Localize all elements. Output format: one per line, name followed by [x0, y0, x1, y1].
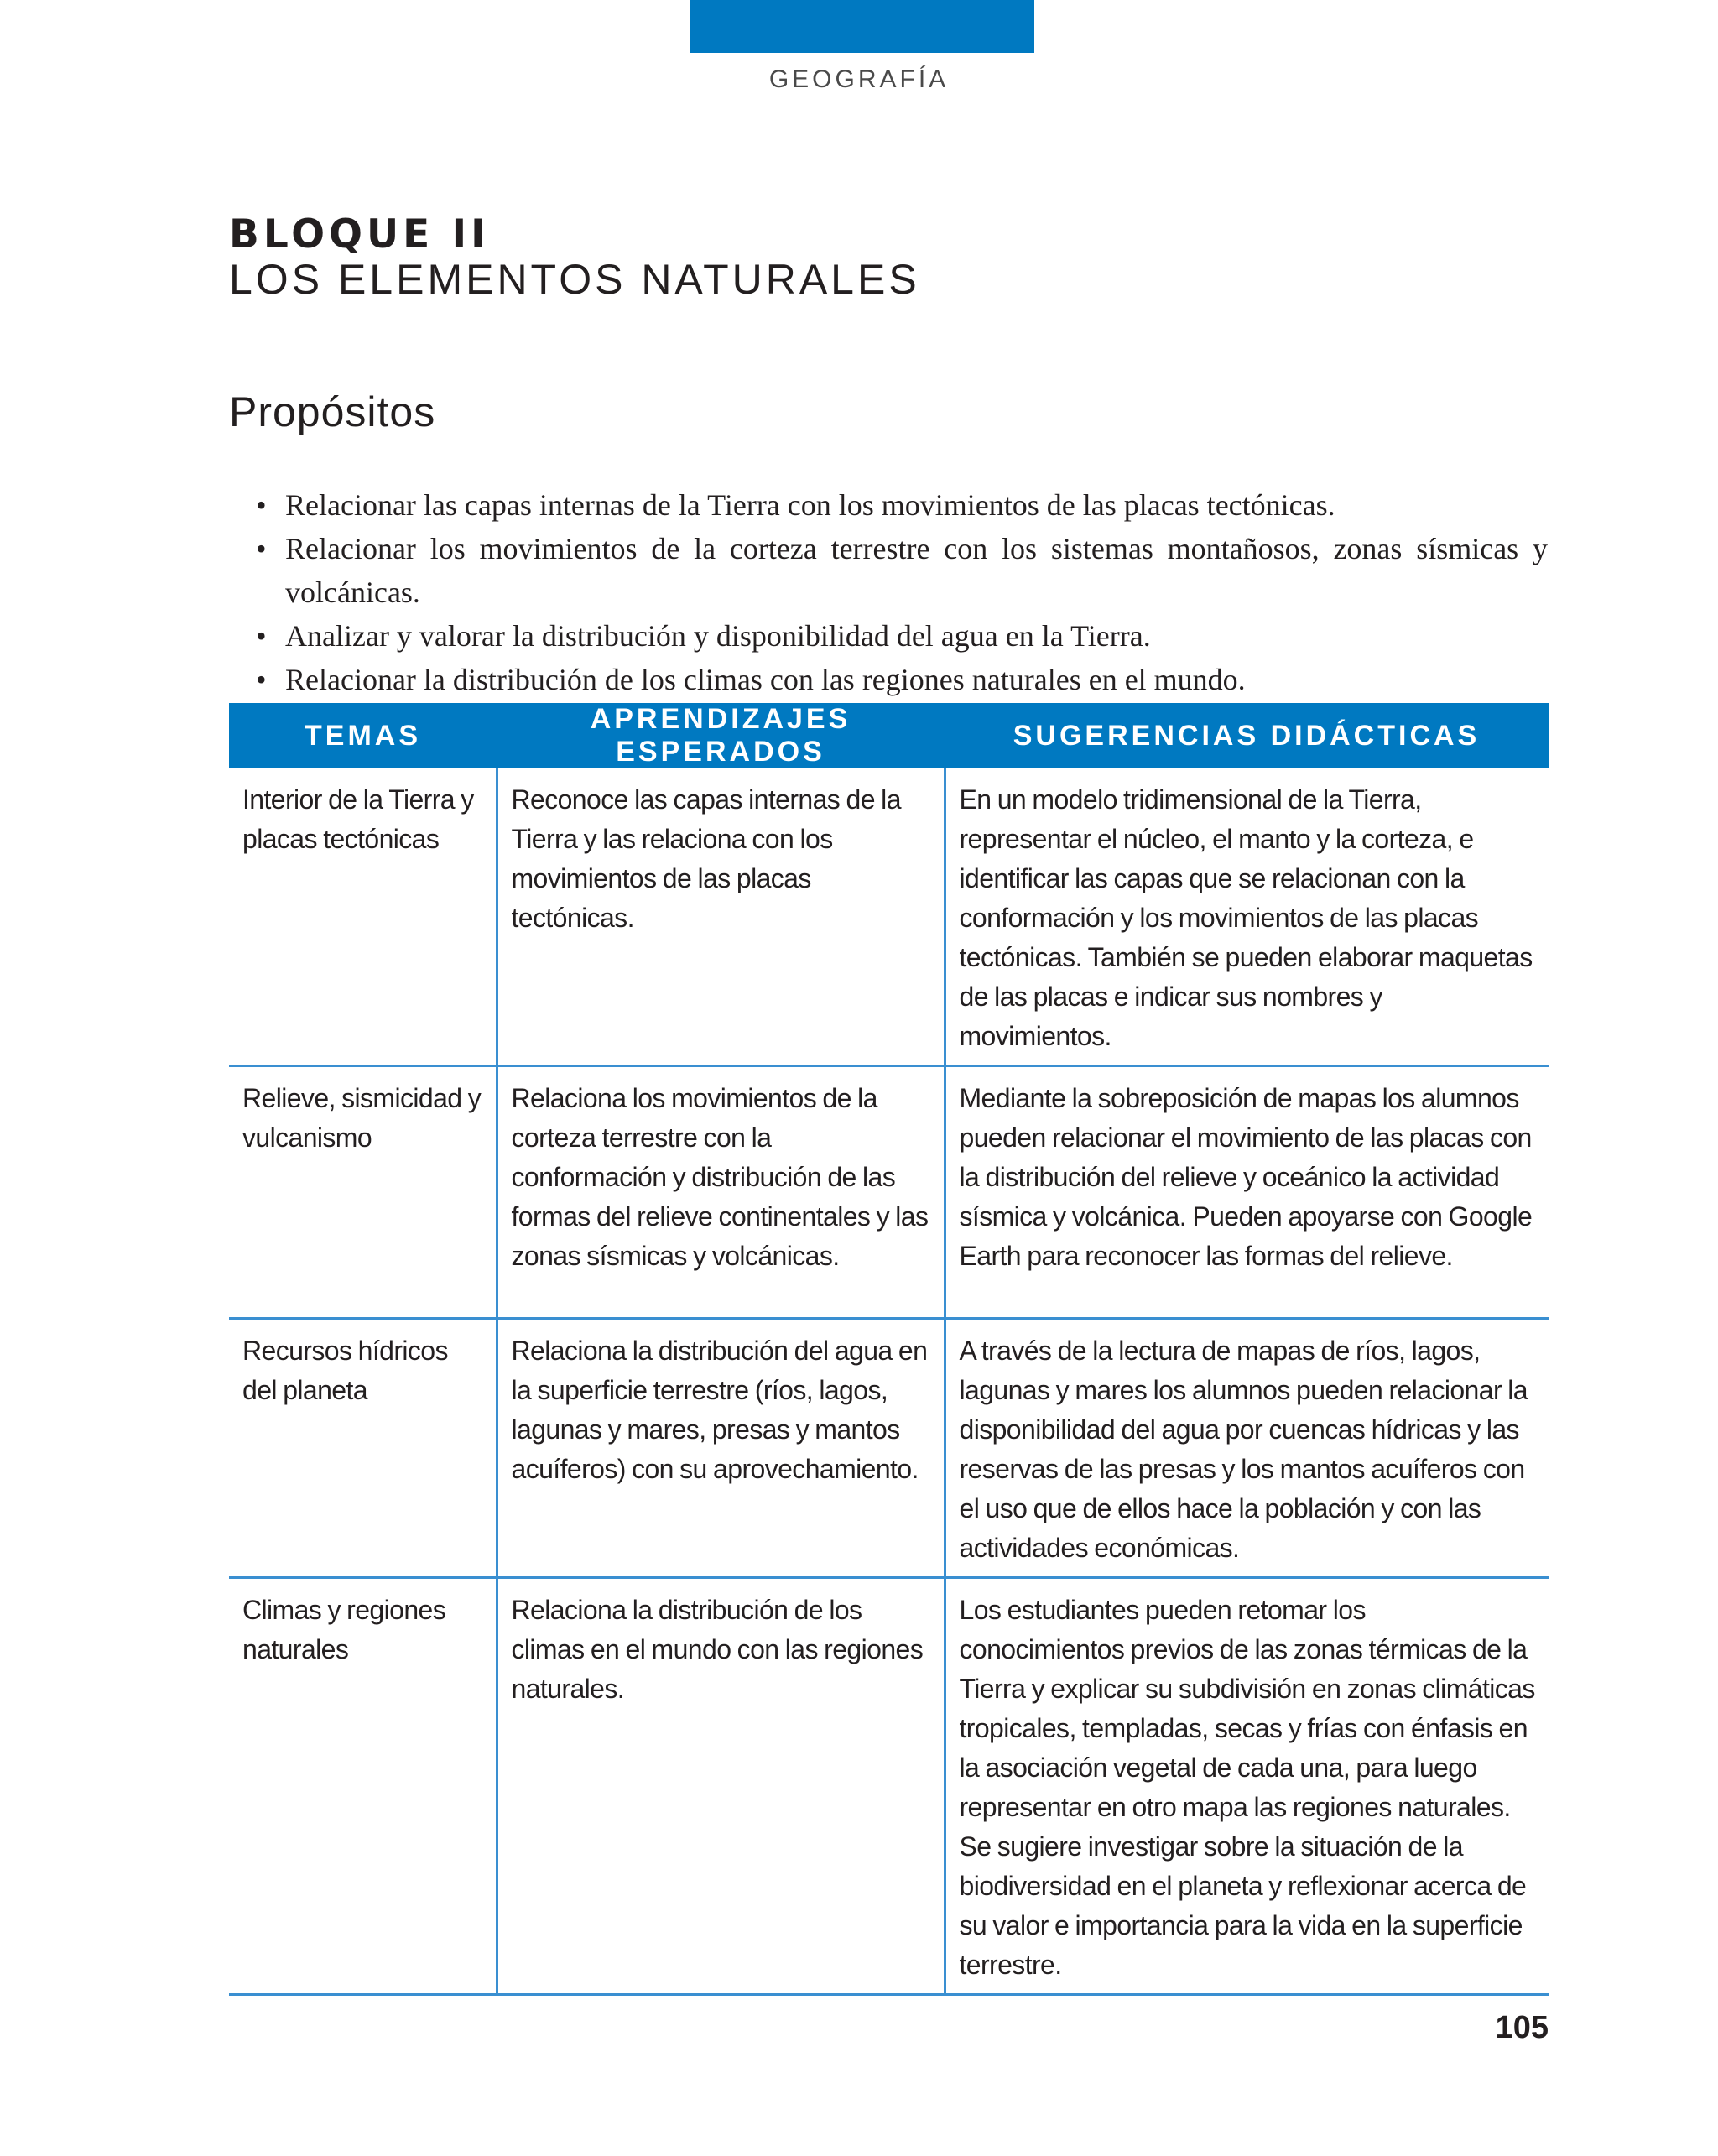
- cell-aprendizaje: Reconoce las capas internas de la Tierra y las relaciona con los movimientos de las placas tectónicas.: [497, 768, 945, 1066]
- purpose-text: Analizar y valorar la distribución y disponibilidad del agua en la Tierra.: [285, 619, 1151, 653]
- cell-aprendizaje: Relaciona la distribución del agua en la superficie terrestre (ríos, lagos, lagunas y mares, presas y mantos acuíferos) con su aprovechamiento.: [497, 1319, 945, 1578]
- cell-tema: Relieve, sismicidad y vulcanismo: [229, 1066, 497, 1319]
- page-number: 105: [1495, 2010, 1549, 2045]
- bullet-icon: •: [256, 532, 267, 565]
- purpose-item: [256, 483, 1548, 527]
- purposes-heading: Propósitos: [229, 388, 436, 435]
- purpose-text: Relacionar los movimientos de la corteza terrestre con los sistemas montañosos, zonas sísmicas y volcánicas.: [285, 532, 1548, 609]
- column-header-sugerencias: SUGERENCIAS DIDÁCTICAS: [945, 703, 1549, 768]
- column-header-aprendizajes: APRENDIZAJES ESPERADOS: [497, 703, 945, 768]
- block-subtitle: LOS ELEMENTOS NATURALES: [229, 256, 920, 303]
- cell-tema: Recursos hídricos del planeta: [229, 1319, 497, 1578]
- purpose-item: [256, 614, 1548, 658]
- table-row: [229, 1578, 1549, 1995]
- header-color-tab: [690, 0, 1034, 53]
- purpose-item: [256, 527, 1548, 614]
- cell-sugerencia: Los estudiantes pueden retomar los conocimientos previos de las zonas térmicas de la Tierra y explicar su subdivisión en zonas climáticas tropicales, templadas, secas y frías con énfasis en la asociación vegetal de cada una, para luego representar en otro mapa las regiones naturales. Se sugiere investigar sobre la situación de la biodiversidad en el planeta y reflexionar acerca de su valor e importancia para la vida en la superficie terrestre.: [945, 1578, 1549, 1995]
- table-row: [229, 1066, 1549, 1319]
- cell-tema: Interior de la Tierra y placas tectónicas: [229, 768, 497, 1066]
- cell-sugerencia: A través de la lectura de mapas de ríos, lagos, lagunas y mares los alumnos pueden relacionar la disponibilidad del agua por cuencas hídricas y las reservas de las presas y los mantos acuíferos con el uso que de ellos hace la población y con las actividades económicas.: [945, 1319, 1549, 1578]
- bullet-icon: •: [256, 619, 267, 653]
- cell-aprendizaje: Relaciona los movimientos de la corteza terrestre con la conformación y distribución de las formas del relieve continentales y las zonas sísmicas y volcánicas.: [497, 1066, 945, 1319]
- cell-aprendizaje: Relaciona la distribución de los climas en el mundo con las regiones naturales.: [497, 1578, 945, 1995]
- bullet-icon: •: [256, 488, 267, 522]
- purpose-text: Relacionar la distribución de los climas con las regiones naturales en el mundo.: [285, 663, 1246, 696]
- table-header-row: [229, 703, 1549, 768]
- cell-tema: Climas y regiones naturales: [229, 1578, 497, 1995]
- purposes-list: [256, 483, 1548, 701]
- purpose-item: [256, 658, 1548, 701]
- table-row: [229, 1319, 1549, 1578]
- curriculum-table: [229, 703, 1549, 1996]
- bullet-icon: •: [256, 663, 267, 696]
- cell-sugerencia: Mediante la sobreposición de mapas los alumnos pueden relacionar el movimiento de las placas con la distribución del relieve y oceánico la actividad sísmica y volcánica. Pueden apoyarse con Google Earth para reconocer las formas del relieve.: [945, 1066, 1549, 1319]
- purpose-text: Relacionar las capas internas de la Tierra con los movimientos de las placas tectónicas.: [285, 488, 1335, 522]
- block-title: BLOQUE II: [229, 211, 490, 258]
- table-row: [229, 768, 1549, 1066]
- cell-sugerencia: En un modelo tridimensional de la Tierra, representar el núcleo, el manto y la corteza, e identificar las capas que se relacionan con la conformación y los movimientos de las placas tectónicas. También se pueden elaborar maquetas de las placas e indicar sus nombres y movimientos.: [945, 768, 1549, 1066]
- running-head: GEOGRAFÍA: [768, 65, 950, 93]
- column-header-temas: TEMAS: [229, 703, 497, 768]
